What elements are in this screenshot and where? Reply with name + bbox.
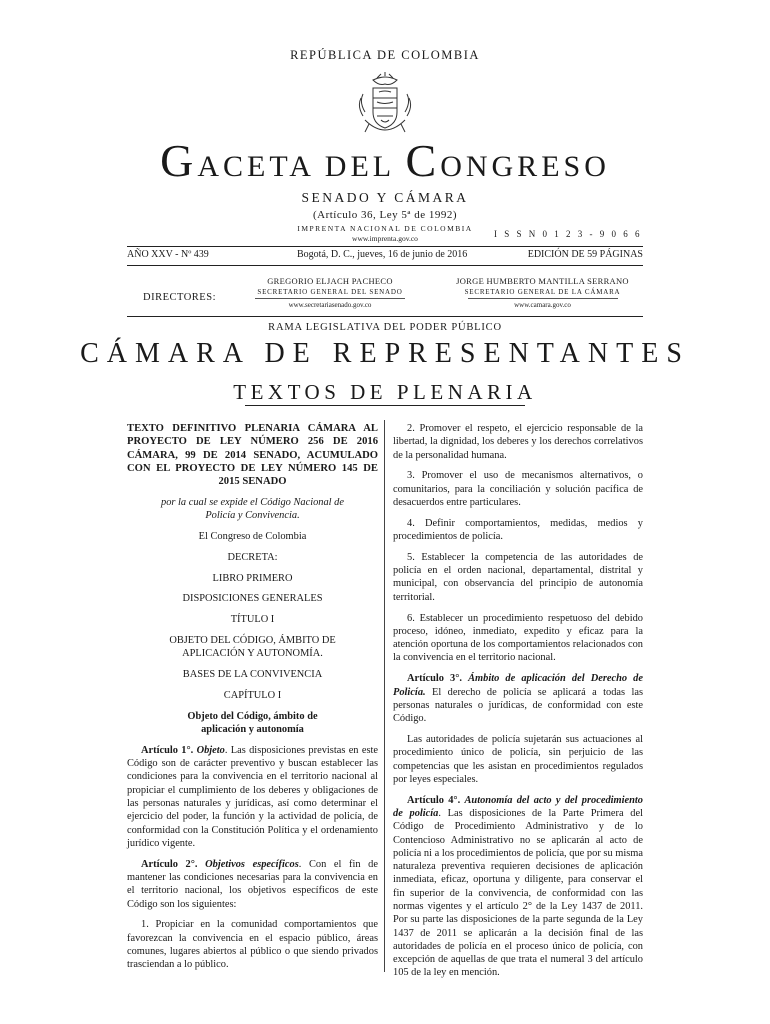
bases-heading: BASES DE LA CONVIVENCIA (182, 669, 323, 681)
title-part-1: ACETA DEL (197, 150, 406, 183)
issn-number: I S S N 0 1 2 3 - 9 0 6 6 (493, 229, 642, 239)
article-2-label: Artículo 2°. (141, 858, 198, 870)
directors-label: DIRECTORES: (143, 292, 216, 303)
bill-heading: TEXTO DEFINITIVO PLENARIA CÁMARA AL PROYECTO DE LEY NÚMERO 256 DE 2016 CÁMARA, 99 DE 2014 SENADO, ACUMULADO CON EL PROYECTO DE LEY NÚMERO 145 DE 2015 SENADO (127, 423, 378, 488)
publication-subtitle: SENADO Y CÁMARA (301, 190, 469, 205)
article-2 (127, 858, 378, 911)
article-4-text: . Las disposiciones de la Parte Primera del Código de Procedimiento Administrativo y de lo Contencioso Administrativo no se aplicarán al acto de policía ni a los procedimientos de policía, que por su misma naturaleza preventiva requieren decisiones de aplicación inmediata, eficaz, oportuna y diligente, para conservar el fin superior de la convivencia, de conformidad con las normas vigentes y el artículo 2° de la Ley 1437 de 2011. Por su parte las disposiciones de la parte segunda de la Ley 1437 de 2011 se aplicarán a la decisión final de las autoridades de policía en el proceso único de policía, con excepción de aquellas de que trata el numeral 3 del artículo 105 de la ley en mención. (393, 807, 643, 979)
director-senate-website: www.secretariasenado.gov.co (288, 301, 372, 309)
director-senate-name: GREGORIO ELJACH PACHECO (267, 276, 393, 286)
article-1 (127, 744, 378, 850)
director-camara-website: www.camara.gov.co (514, 301, 571, 309)
article-1-label: Artículo 1°. (141, 744, 194, 756)
bill-subheading: por la cual se expide el Código Nacional de Policía y Convivencia. (161, 496, 344, 522)
publication-title (0, 135, 770, 186)
section-heading-rule (245, 405, 525, 406)
title-part-2: ONGRESO (440, 150, 610, 183)
article-3-paragraph-2: Las autoridades de policía sujetarán sus actuaciones al procedimiento único de policía, sin perjuicio de las competencias que les asistan en procedimientos regulados por leyes especiales. (393, 733, 643, 785)
objective-5: 5. Establecer la competencia de las autoridades de policía en el orden nacional, departamental, distrital y municipal, con observancia del principio de autonomía territorial. (393, 551, 643, 603)
objective-3: 3. Promover el uso de mecanismos alternativos, o comunitarios, para la conciliación y solución pacífica de desacuerdos entre particulares. (393, 470, 643, 508)
article-2-title: Objetivos específicos (205, 858, 299, 870)
title-number: TÍTULO I (230, 614, 275, 626)
divider-top (127, 246, 643, 247)
coat-of-arms-icon (355, 72, 415, 136)
printer-website: www.imprenta.gov.co (352, 234, 418, 243)
issue-year-number: AÑO XXV - Nº 439 (127, 249, 209, 260)
title-initial-c: C (405, 135, 441, 186)
right-column (393, 422, 643, 987)
director-senate-rule (255, 298, 405, 299)
country-header: REPÚBLICA DE COLOMBIA (290, 48, 480, 62)
director-camara-rule (468, 298, 618, 299)
article-1-text: . Las disposiciones previstas en este Código son de carácter preventivo y buscan establecer las condiciones para la convivencia en el territorio nacional al propiciar el cumplimiento de los deberes y obligaciones de las personas naturales y jurídicas, así como determinar el ejercicio del poder, la función y la actividad de policía, de conformidad con la Constitución Política y el ordenamiento jurídico vigente. (127, 744, 378, 849)
branch-heading: RAMA LEGISLATIVA DEL PODER PÚBLICO (268, 322, 502, 333)
chamber-heading: CÁMARA DE REPRESENTANTES (80, 338, 690, 369)
chapter-number: CAPÍTULO I (223, 689, 282, 701)
article-4-title: Autonomía del acto y del procedimiento de policía (393, 794, 643, 819)
director-camara (440, 276, 645, 309)
article-2-text: . Con el fin de mantener las condiciones necesarias para la convivencia en el territorio nacional, los objetivos específicos de este Código son los siguientes: (127, 858, 378, 910)
article-4-label: Artículo 4°. (407, 794, 461, 806)
column-separator (384, 420, 385, 972)
chapter-title: Objeto del Código, ámbito de aplicación y autonomía (187, 710, 318, 736)
issue-info-row (127, 249, 643, 263)
left-column (127, 422, 378, 979)
article-3-title: Ámbito de aplicación del Derecho de Policía. (393, 673, 643, 698)
objective-2: 2. Promover el respeto, el ejercicio responsable de la libertad, la dignidad, los deberes y los derechos correlativos de la personalidad humana. (393, 423, 643, 461)
general-provisions: DISPOSICIONES GENERALES (182, 593, 323, 605)
decreta-line: DECRETA: (227, 551, 278, 563)
divider-info (127, 265, 643, 266)
article-3-text: El derecho de policía se aplicará a todas las personas naturales o jurídicas, de conformidad con este Código. (393, 686, 643, 725)
article-1-title: Objeto (196, 744, 225, 756)
objective-1: 1. Propiciar en la comunidad comportamientos que favorezcan la convivencia en el espacio público, áreas comunes, lugares abiertos al público o que siendo privados trasciendan a lo público. (127, 919, 378, 971)
article-3-label: Artículo 3°. (407, 673, 462, 685)
issue-date: Bogotá, D. C., jueves, 16 de junio de 2016 (297, 249, 468, 260)
director-senate-title: SECRETARIO GENERAL DEL SENADO (257, 288, 403, 296)
congress-line: El Congreso de Colombia (198, 531, 307, 543)
issue-page-count: EDICIÓN DE 59 PÁGINAS (527, 249, 643, 260)
title-initial-g: G (160, 135, 198, 186)
printer-name: IMPRENTA NACIONAL DE COLOMBIA (297, 224, 473, 233)
director-camara-name: JORGE HUMBERTO MANTILLA SERRANO (456, 276, 629, 286)
divider-directors (127, 316, 643, 317)
title-name: OBJETO DEL CÓDIGO, ÁMBITO DE APLICACIÓN Y AUTONOMÍA. (169, 635, 336, 660)
director-senate (250, 276, 410, 309)
article-3 (393, 672, 643, 725)
section-heading: TEXTOS DE PLENARIA (233, 380, 537, 404)
director-camara-title: SECRETARIO GENERAL DE LA CÁMARA (464, 288, 621, 296)
legal-reference: (Artículo 36, Ley 5ª de 1992) (312, 209, 457, 221)
article-4 (393, 794, 643, 980)
objective-4: 4. Definir comportamientos, medidas, medios y procedimientos de policía. (393, 517, 643, 543)
objective-6: 6. Establecer un procedimiento respetuoso del debido proceso, idóneo, inmediato, expedito y eficaz para la atención oportuna de los comportamientos relacionados con la convivencia en el territorio nacional. (393, 612, 643, 664)
book-title: LIBRO PRIMERO (212, 572, 293, 584)
